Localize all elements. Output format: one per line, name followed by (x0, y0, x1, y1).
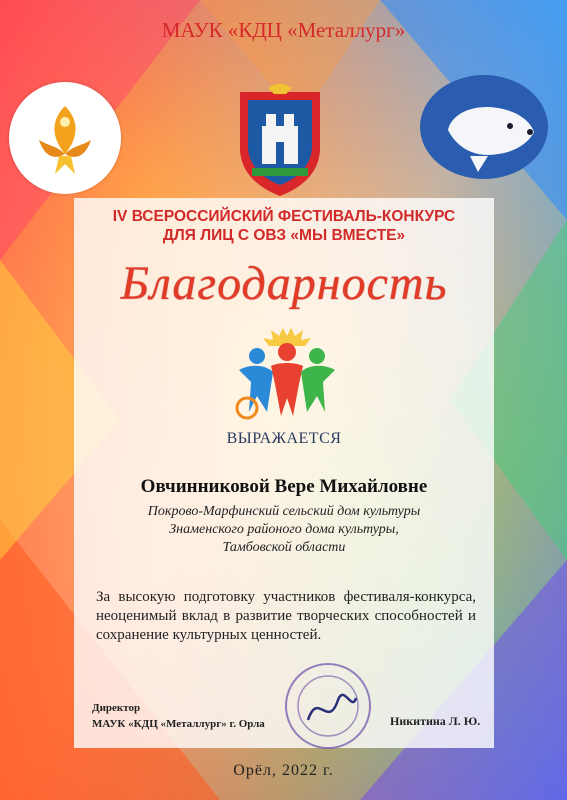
coat-of-arms-emblem (232, 84, 328, 200)
signatory-position: Директор (92, 702, 141, 714)
polar-bear-icon (418, 74, 551, 180)
phoenix-icon (9, 82, 121, 194)
organization-header: МАУК «КДЦ «Металлург» (161, 18, 406, 42)
festival-figures-logo (227, 326, 347, 424)
festival-title (84, 207, 484, 245)
document-title: Благодарность (120, 257, 448, 310)
signatory-name: Никитина Л. Ю. (390, 714, 481, 728)
institution-line-1: Покрово-Марфинский сельский дом культуры (147, 504, 421, 519)
festival-line-2: ДЛЯ ЛИЦ С ОВЗ «МЫ ВМЕСТЕ» (162, 227, 406, 244)
institution-block (84, 503, 484, 557)
northern-roo-voi-logo (418, 74, 551, 180)
city-and-year: Орёл, 2022 г. (233, 762, 334, 779)
expresses-label: ВЫРАЖАЕТСЯ (226, 430, 342, 447)
official-stamp (282, 660, 374, 752)
signatory-organization: МАУК «КДЦ «Металлург» г. Орла (92, 718, 265, 730)
signature-scribble (308, 695, 356, 720)
institution-line-3: Тамбовской области (222, 540, 346, 555)
institution-line-2: Знаменского районого дома культуры, (169, 522, 399, 537)
recipient-name: Овчинниковой Вере Михайловне (140, 476, 428, 497)
festival-line-1: IV ВСЕРОССИЙСКИЙ ФЕСТИВАЛЬ-КОНКУРС (112, 208, 456, 225)
culture-center-logo (9, 82, 121, 194)
gratitude-text: За высокую подготовку участников фестиваля-конкурса, неоценимый вклад в развитие творческих способностей и сохранение культурных ценностей. (96, 589, 476, 643)
signatory-block (92, 700, 265, 732)
